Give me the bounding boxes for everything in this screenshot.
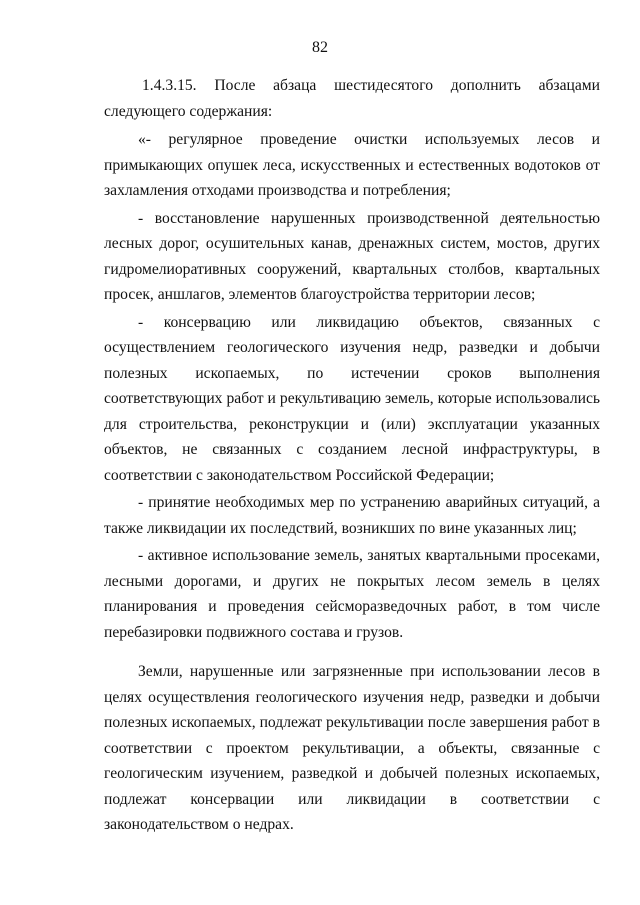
paragraph-conservation-liquidation: - консервацию или ликвидацию объектов, связанных с осуществлением геологического изучения недр, разведки и добычи полезных ископаемых, по истечении сроков выполнения соответствующих работ и рекультивацию земель, которые использовались для строительства, реконструкции и (или) эксплуатации указанных объектов, не связанных с созданием лесной инфраструктуры, в соответствии с законодательством Российской Федерации; xyxy=(104,313,600,484)
paragraph-forest-cleaning: «- регулярное проведение очистки используемых лесов и примыкающих опушек леса, искусственных и естественных водотоков от захламления отходами производства и потребления; xyxy=(104,131,600,199)
paragraph-amendment-intro: 1.4.3.15. После абзаца шестидесятого дополнить абзацами следующего содержания: xyxy=(104,77,600,120)
paragraph-emergency-measures: - принятие необходимых мер по устранению аварийных ситуаций, а также ликвидации их последствий, возникших по вине указанных лиц; xyxy=(104,494,600,537)
paragraph-land-reclamation: Земли, нарушенные или загрязненные при использовании лесов в целях осуществления геологического изучения недр, разведки и добычи полезных ископаемых, подлежат рекультивации после завершения работ в соответствии с проектом рекультивации, а объекты, связанные с геологическим изучением, разведкой и добычей полезных ископаемых, подлежат консервации или ликвидации в соответствии с законодательством о недрах. xyxy=(104,663,600,833)
paragraph-active-land-use: - активное использование земель, занятых квартальными просеками, лесными дорогами, и других не покрытых лесом земель в целях планирования и проведения сейсморазведочных работ, в том числе перебазировки подвижного состава и грузов. xyxy=(104,547,600,641)
document-body xyxy=(104,73,600,838)
paragraph-restoration: - восстановление нарушенных производственной деятельностью лесных дорог, осушительных канав, дренажных систем, мостов, других гидромелиоративных сооружений, квартальных столбов, квартальных просек, аншлагов, элементов благоустройства территории лесов; xyxy=(104,209,600,303)
page-number: 82 xyxy=(312,39,328,56)
